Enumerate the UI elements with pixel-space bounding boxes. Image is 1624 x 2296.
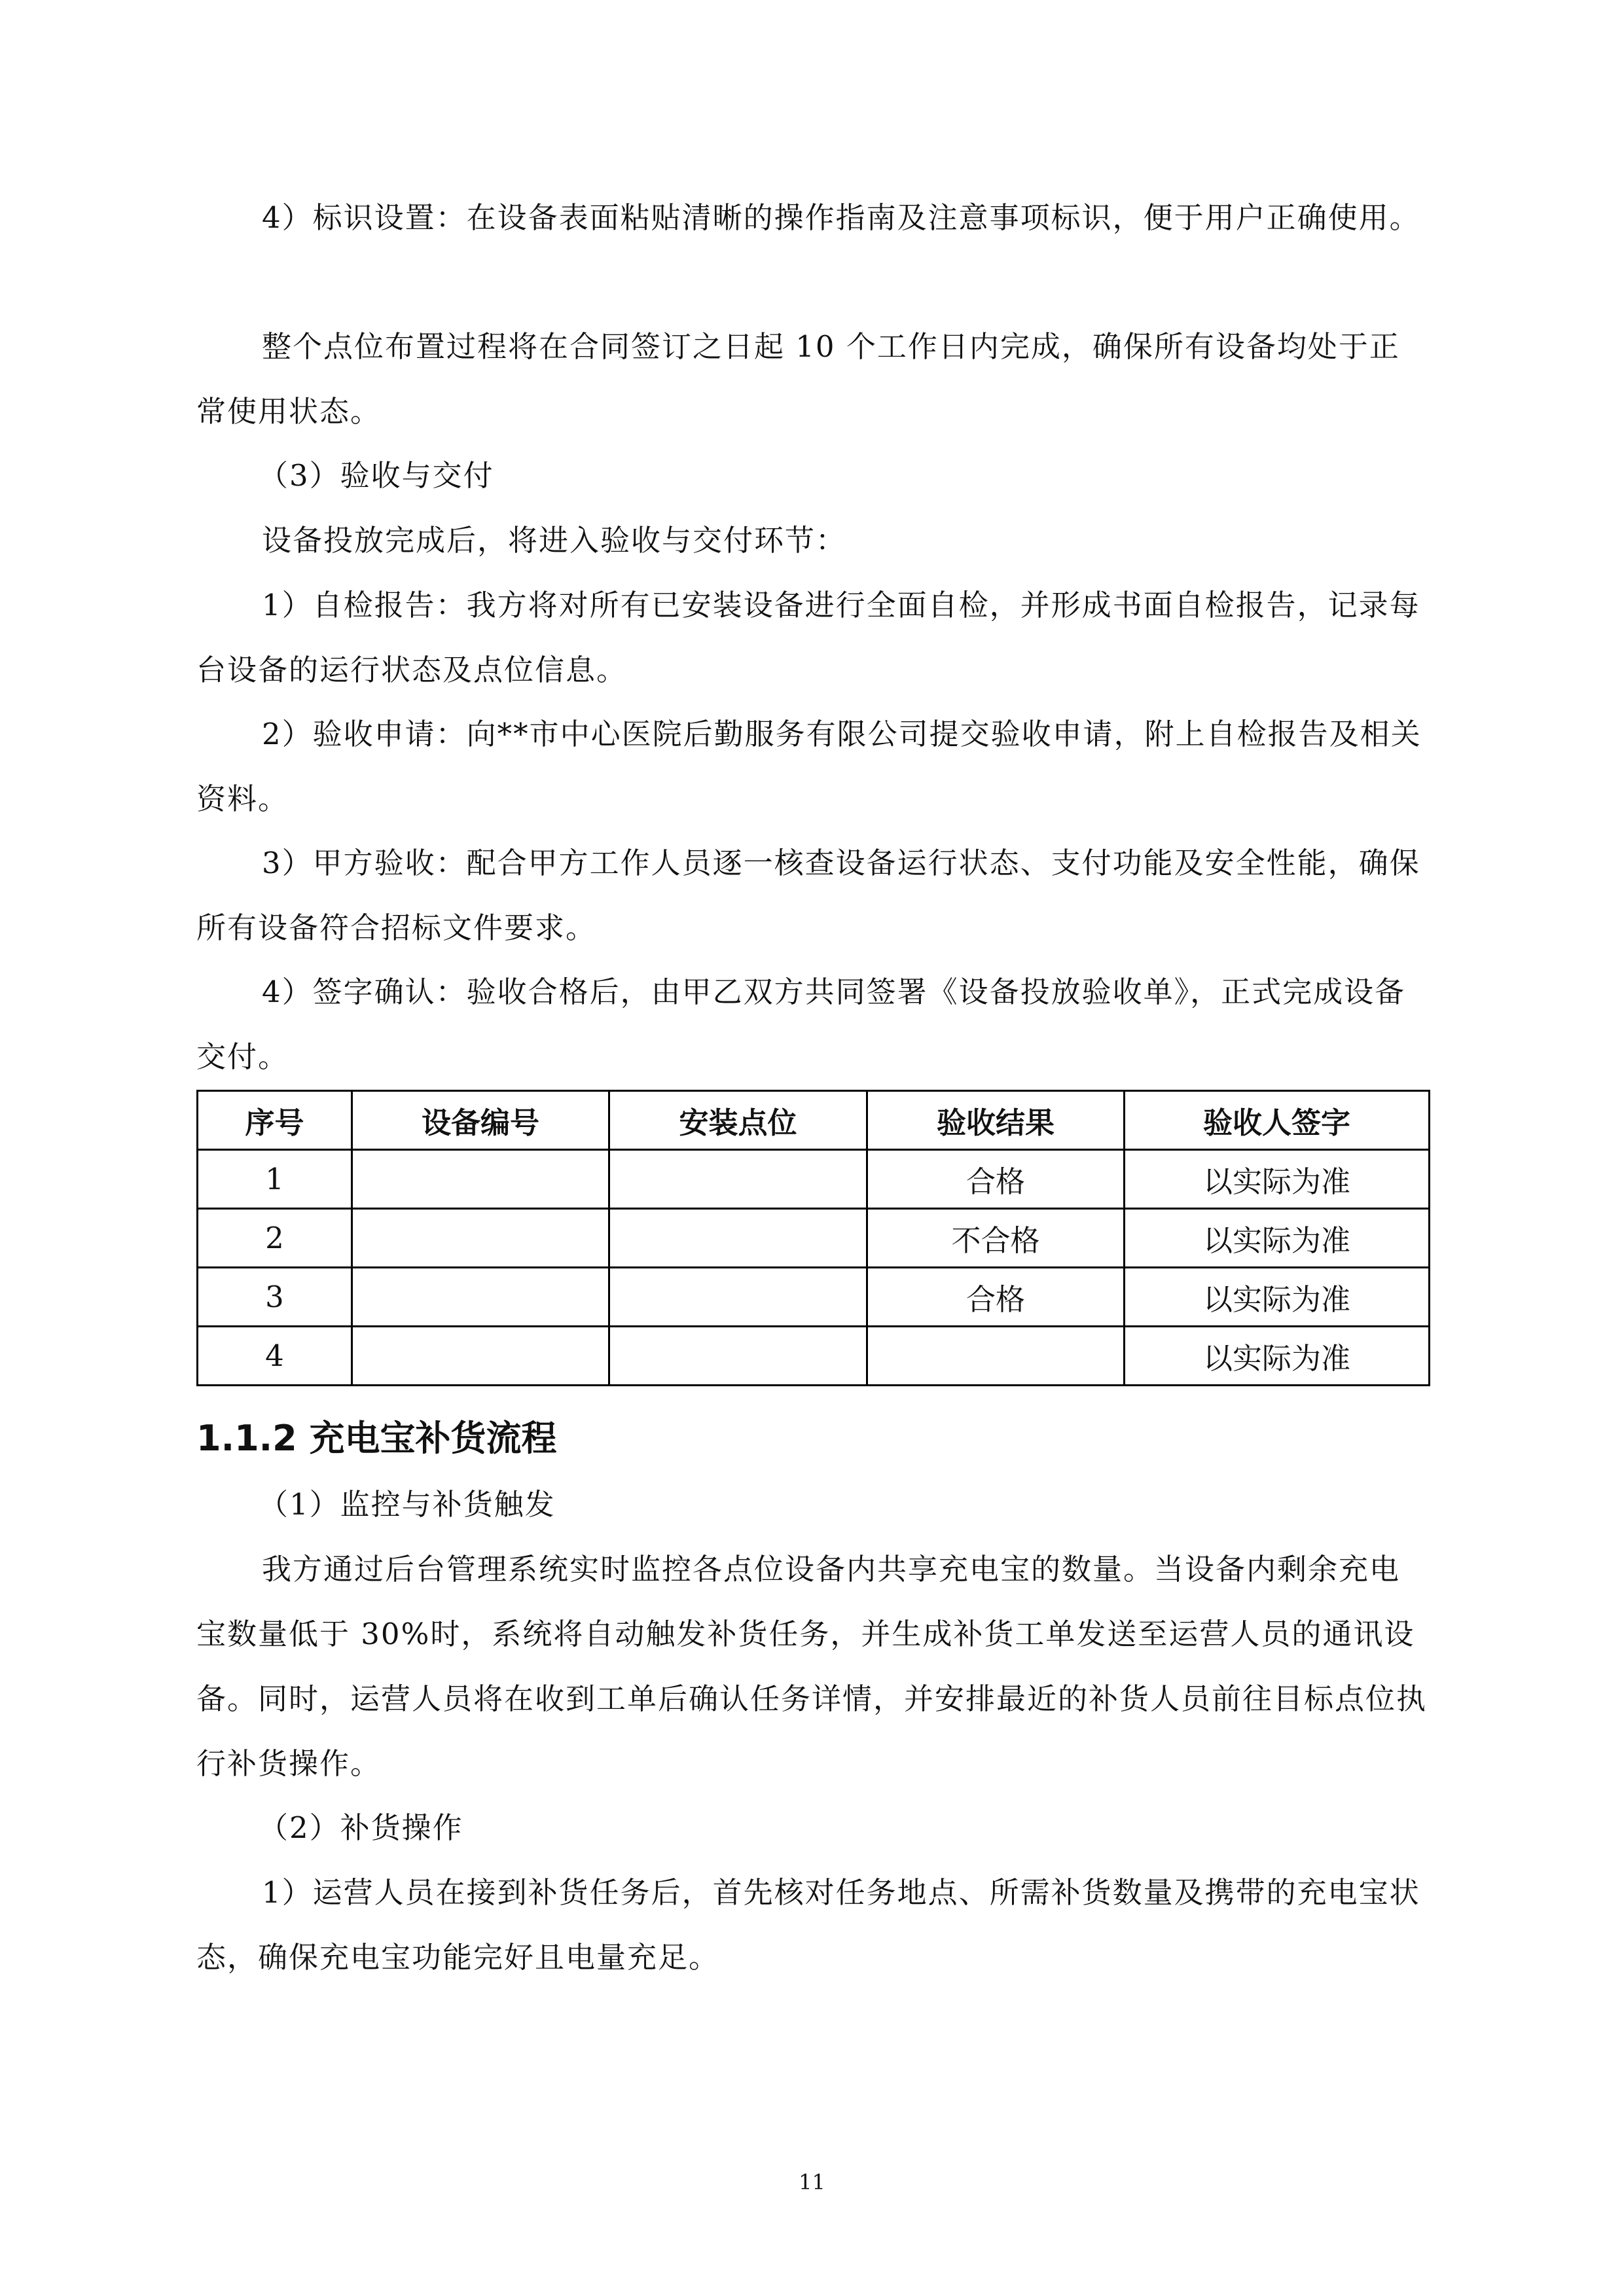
table-row (198, 1327, 1430, 1386)
cell-serial-no: 2 (198, 1209, 352, 1268)
header-inspector-signature: 验收人签字 (1125, 1091, 1430, 1150)
paragraph-monitoring-trigger: 我方通过后台管理系统实时监控各点位设备内共享充电宝的数量。当设备内剩余充电宝数量低于 30%时，系统将自动触发补货任务，并生成补货工单发送至运营人员的通讯设备。同时，运营人员将在收到工单后确认任务详情，并安排最近的补货人员前往目标点位执行补货操作。 (196, 1552, 1428, 1781)
subheading-monitoring-trigger: （1）监控与补货触发 (259, 1487, 556, 1522)
header-serial-no: 序号 (198, 1091, 352, 1150)
cell-install-location (609, 1268, 867, 1327)
cell-device-id (352, 1150, 609, 1209)
paragraph-party-a-acceptance: 3）甲方验收：配合甲方工作人员逐一核查设备运行状态、支付功能及安全性能，确保所有设备符合招标文件要求。 (196, 846, 1420, 945)
cell-serial-no: 3 (198, 1268, 352, 1327)
cell-inspector-signature: 以实际为准 (1125, 1327, 1430, 1386)
header-install-location: 安装点位 (609, 1091, 867, 1150)
cell-install-location (609, 1209, 867, 1268)
cell-acceptance-result: 不合格 (867, 1209, 1125, 1268)
cell-device-id (352, 1327, 609, 1386)
table-row (198, 1209, 1430, 1268)
paragraph-acceptance-request: 2）验收申请：向**市中心医院后勤服务有限公司提交验收申请，附上自检报告及相关资料。 (196, 717, 1422, 816)
paragraph-restock-step-1: 1）运营人员在接到补货任务后，首先核对任务地点、所需补货数量及携带的充电宝状态，确保充电宝功能完好且电量充足。 (196, 1875, 1420, 1975)
cell-device-id (352, 1268, 609, 1327)
acceptance-table (196, 1090, 1430, 1386)
paragraph-deployment-timeline: 整个点位布置过程将在合同签订之日起 10 个工作日内完成，确保所有设备均处于正常使用状态。 (196, 329, 1400, 429)
cell-serial-no: 1 (198, 1150, 352, 1209)
paragraph-self-check: 1）自检报告：我方将对所有已安装设备进行全面自检，并形成书面自检报告，记录每台设备的运行状态及点位信息。 (196, 588, 1420, 687)
table-row (198, 1150, 1430, 1209)
header-acceptance-result: 验收结果 (867, 1091, 1125, 1150)
cell-install-location (609, 1327, 867, 1386)
cell-install-location (609, 1150, 867, 1209)
cell-inspector-signature: 以实际为准 (1125, 1268, 1430, 1327)
cell-device-id (352, 1209, 609, 1268)
subheading-restock-operation: （2）补货操作 (259, 1810, 463, 1845)
cell-acceptance-result: 合格 (867, 1150, 1125, 1209)
paragraph-signage: 4）标识设置：在设备表面粘贴清晰的操作指南及注意事项标识，便于用户正确使用。 (262, 200, 1420, 235)
table-row (198, 1268, 1430, 1327)
paragraph-acceptance-intro: 设备投放完成后，将进入验收与交付环节： (262, 523, 847, 558)
subheading-acceptance: （3）验收与交付 (259, 458, 494, 493)
header-device-id: 设备编号 (352, 1091, 609, 1150)
cell-acceptance-result: 合格 (867, 1268, 1125, 1327)
table-header-row (198, 1091, 1430, 1150)
page-number: 11 (799, 2170, 825, 2195)
cell-inspector-signature: 以实际为准 (1125, 1209, 1430, 1268)
cell-acceptance-result (867, 1327, 1125, 1386)
cell-inspector-signature: 以实际为准 (1125, 1150, 1430, 1209)
paragraph-sign-confirmation: 4）签字确认：验收合格后，由甲乙双方共同签署《设备投放验收单》，正式完成设备交付。 (196, 975, 1406, 1074)
cell-serial-no: 4 (198, 1327, 352, 1386)
section-heading-restock-process: 1.1.2 充电宝补货流程 (196, 1418, 557, 1459)
